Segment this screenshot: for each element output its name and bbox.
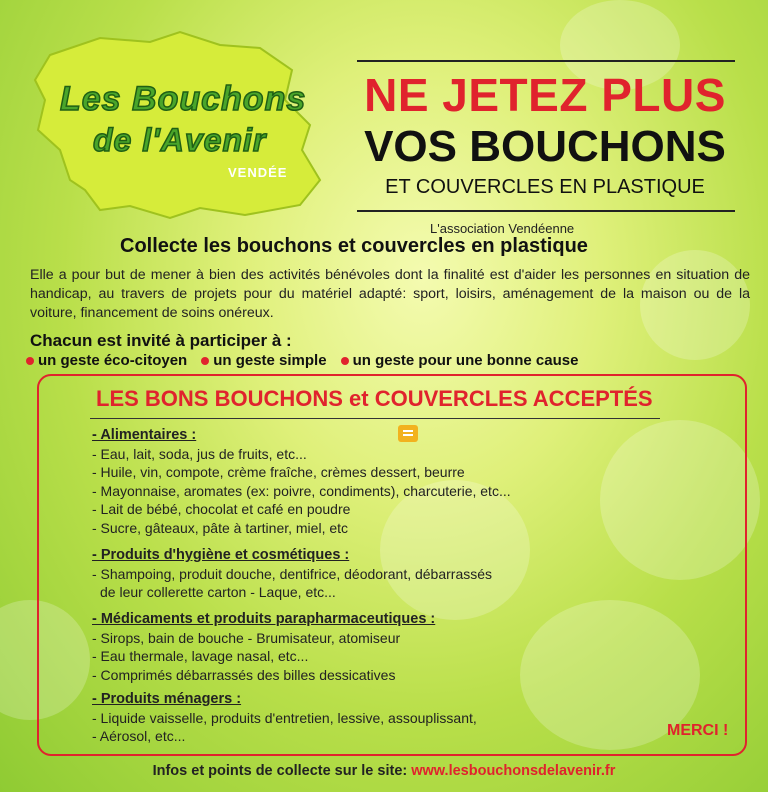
section-title: - Alimentaires : <box>92 427 197 443</box>
footer-text: Infos et points de collecte sur le site: <box>152 763 408 779</box>
list-item: - Eau, lait, soda, jus de fruits, etc... <box>92 445 307 462</box>
section-title: - Médicaments et produits parapharmaceutiques : <box>92 611 436 627</box>
intro-paragraph: Elle a pour but de mener à bien des activités bénévoles dont la finalité est d'aider les personnes en situation de handicap, au travers de projets pour du matériel adapté: sport, loisirs, aménagement de la maison ou de la voiture, financement de soins onéreux. <box>30 267 750 321</box>
panel-title: LES BONS BOUCHONS et COUVERCLES ACCEPTÉS <box>96 386 653 411</box>
list-item: - Comprimés débarrassés des billes dessicatives <box>92 666 396 683</box>
collect-title: Collecte les bouchons et couvercles en plastique <box>120 235 588 257</box>
bullet-icon <box>201 357 209 365</box>
logo-line-2: de l'Avenir <box>93 122 267 158</box>
logo-line-1: Les Bouchons <box>60 80 307 118</box>
gesture-item: un geste pour une bonne cause <box>341 352 579 369</box>
gesture-list <box>26 352 578 369</box>
panel-divider <box>90 418 660 419</box>
website-link[interactable]: www.lesbouchonsdelavenir.fr <box>411 763 616 779</box>
logo-region: VENDÉE <box>228 165 288 180</box>
section-medicaments <box>92 610 435 684</box>
headline-top-rule <box>357 60 735 62</box>
list-item: - Sucre, gâteaux, pâte à tartiner, miel, etc <box>92 519 349 536</box>
list-item: - Lait de bébé, chocolat et café en poudre <box>92 501 351 517</box>
list-item: de leur collerette carton - Laque, etc... <box>100 584 336 600</box>
invite-heading: Chacun est invité à participer à : <box>30 331 292 350</box>
bullet-icon <box>26 357 34 365</box>
section-title: - Produits d'hygiène et cosmétiques : <box>92 547 350 563</box>
section-hygiene <box>92 546 492 602</box>
gesture-item: un geste éco-citoyen <box>26 352 187 369</box>
logo <box>30 30 330 220</box>
association-label: L'association Vendéenne <box>430 221 575 236</box>
list-item: - Shampoing, produit douche, dentifrice, déodorant, débarrassés <box>92 565 493 582</box>
merci-label: MERCI ! <box>667 722 729 739</box>
list-item: - Aérosol, etc... <box>92 728 186 744</box>
section-alimentaires <box>92 426 511 537</box>
list-item: - Sirops, bain de bouche - Brumisateur, atomiseur <box>92 629 401 646</box>
list-item: - Eau thermale, lavage nasal, etc... <box>92 648 309 664</box>
bullet-icon <box>341 357 349 365</box>
footer <box>0 763 768 779</box>
gesture-item: un geste simple <box>201 352 326 369</box>
list-item: - Liquide vaisselle, produits d'entretien, lessive, assouplissant, <box>92 709 477 726</box>
headline-bottom-rule <box>357 210 735 212</box>
headline-line-3: ET COUVERCLES EN PLASTIQUE <box>385 176 705 198</box>
list-item: - Huile, vin, compote, crème fraîche, crèmes dessert, beurre <box>92 464 465 480</box>
section-menagers <box>92 690 477 746</box>
headline-line-2: VOS BOUCHONS <box>364 122 726 171</box>
section-title: - Produits ménagers : <box>92 691 242 707</box>
list-item: - Mayonnaise, aromates (ex: poivre, condiments), charcuterie, etc... <box>92 482 511 499</box>
headline-line-1: NE JETEZ PLUS <box>364 69 726 121</box>
